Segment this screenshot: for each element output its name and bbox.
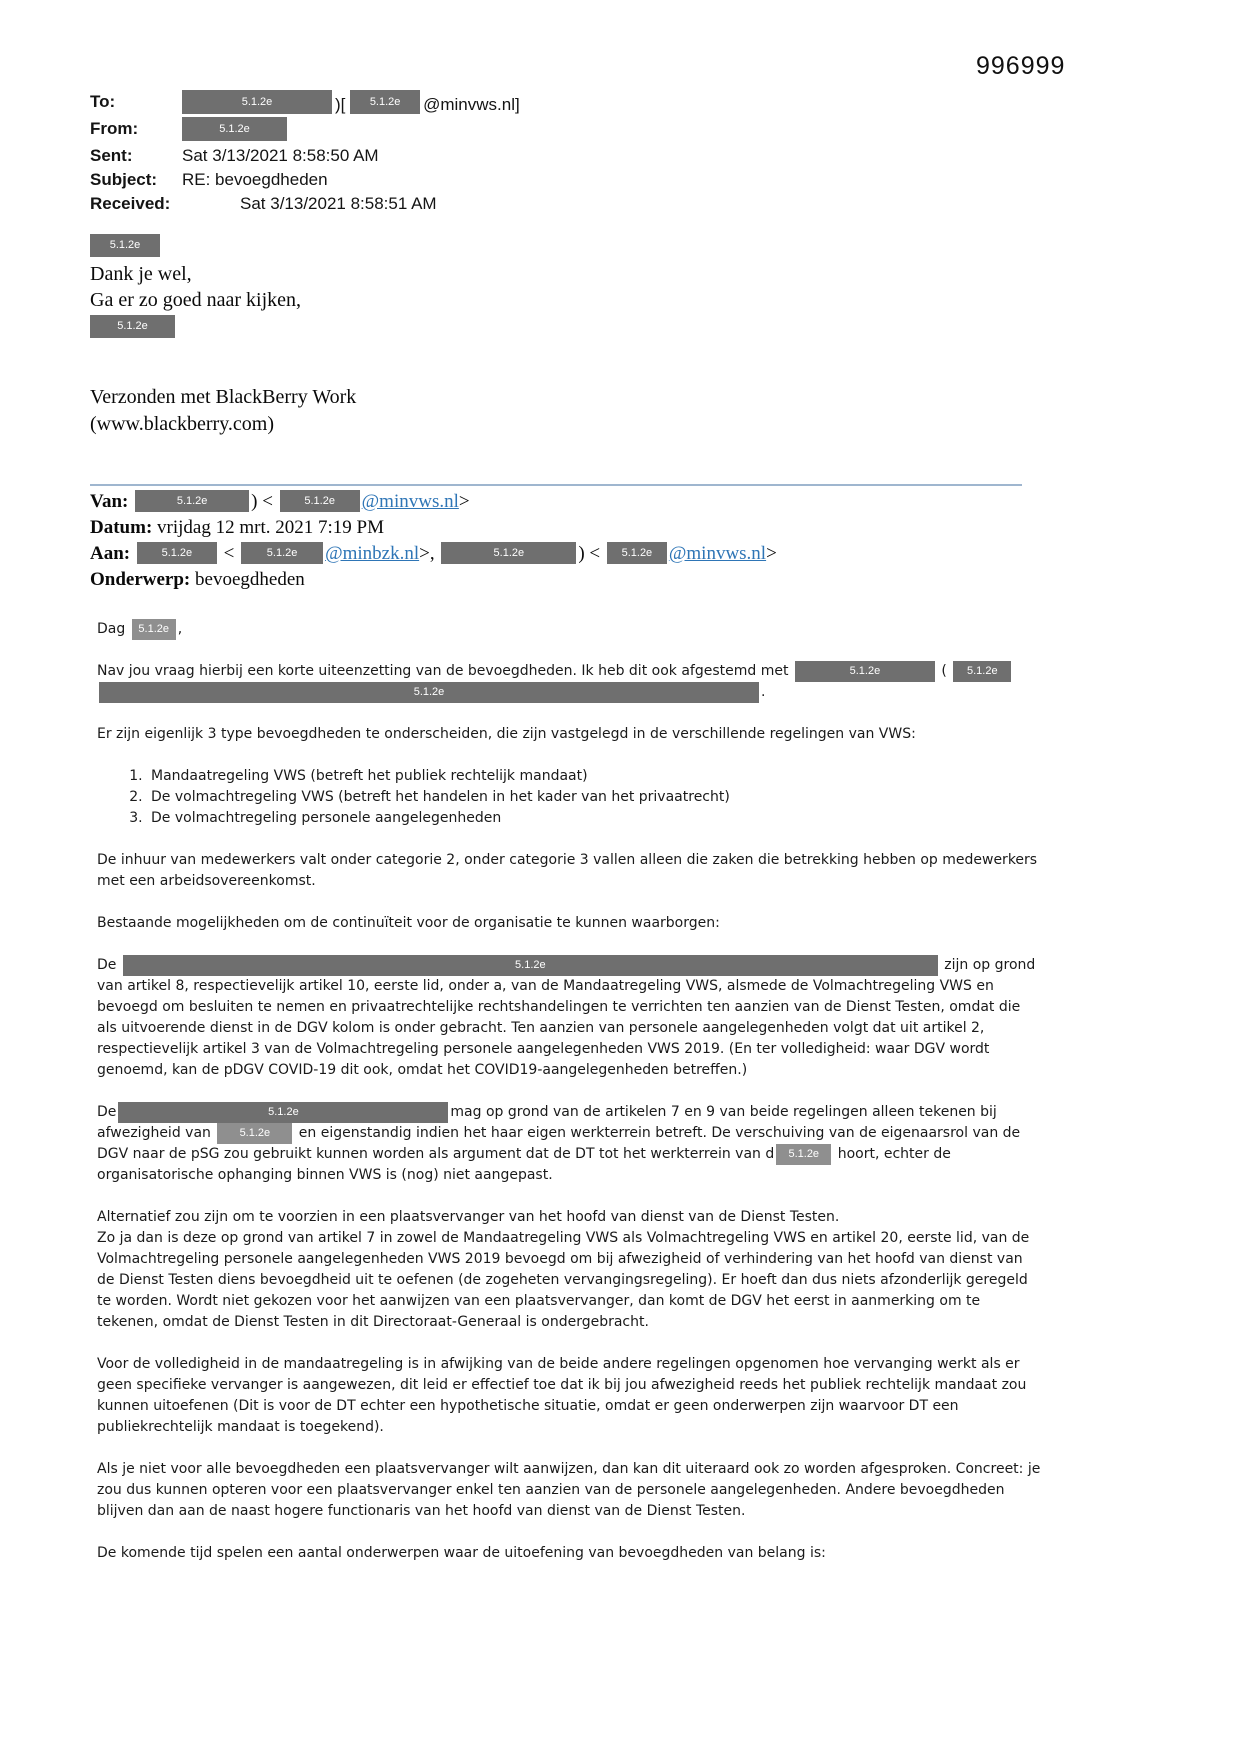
redaction-box: 5.1.2e [99, 682, 759, 703]
note-opening-redaction [90, 232, 1241, 261]
van-value: 5.1.2e ) < 5.1.2e @minvws.nl> [133, 491, 469, 512]
header-row-van [90, 489, 1241, 515]
paragraph-alternatief: Alternatief zou zijn om te voorzien in een plaatsvervanger van het hoofd van dienst van de Dienst Testen. Zo ja dan is deze op grond van artikel 7 in zowel de Mandaatregeling VWS als Volmachtregeling VWS en artikel 20, eerste lid, van de Volmachtregeling personele aangelegenheden VWS 2019 bevoegd om bij afwezigheid of verhindering van het hoofd van dienst van de Dienst Testen diens bevoegdheid uit te oefenen (de zogeheten vervangingsregeling). Er hoeft dan dus niets afzonderlijk geregeld te worden. Wordt niet gekozen voor het aanwijzen van een plaatsvervanger, dan komt de DGV het eerst in aanmerking om te tekenen, omdat de Dienst Testen in dit Directoraat-Generaal is ondergebracht. [97, 1209, 1030, 1330]
paragraph-intro: Nav jou vraag hierbij een korte uiteenzetting van de bevoegdheden. Ik heb dit ook afgestemd met 5.1.2e ( 5.1.2e 5.1.2e . [97, 661, 1042, 703]
redaction-box: 5.1.2e [137, 542, 217, 564]
redaction-box: 5.1.2e [441, 542, 576, 564]
redaction-box: 5.1.2e [135, 490, 249, 512]
quoted-email-header [90, 489, 1241, 593]
email-address-link[interactable]: @minvws.nl [361, 491, 459, 512]
header-row-aan [90, 541, 1241, 567]
subject-label: Subject: [90, 170, 158, 189]
redaction-box: 5.1.2e [182, 90, 332, 114]
header-row-from [90, 117, 1241, 144]
note-line-2: Ga er zo goed naar kijken, [90, 289, 302, 311]
paragraph-volledigheid: Voor de volledigheid in de mandaatregeling is in afwijking van de beide andere regelingen opgenomen hoe vervanging werkt als er geen specifieke vervanger is aangewezen, dit leid er effectief toe dat ik bij jou afwezigheid reeds het publiek rechtelijk mandaat zou kunnen uitoefenen (Dit is voor de DT echter een hypothetische situatie, omdat er geen onderwerpen zijn waarvoor DT een publiekrechtelijk mandaat is toegekend). [97, 1356, 1027, 1435]
document-number: 996999 [976, 52, 1066, 80]
to-value: 5.1.2e )[ 5.1.2e @minvws.nl] [182, 90, 520, 117]
paragraph-inhuur: De inhuur van medewerkers valt onder categorie 2, onder categorie 3 vallen alleen die zaken die betrekking hebben op medewerkers met een arbeidsovereenkomst. [97, 852, 1038, 889]
redaction-box: 5.1.2e [118, 1102, 448, 1123]
redaction-box: 5.1.2e [132, 619, 176, 640]
sent-label: Sent: [90, 146, 133, 165]
signature-line-2: (www.blackberry.com) [90, 413, 274, 435]
greeting: Dag 5.1.2e , [97, 619, 1042, 640]
onderwerp-label: Onderwerp: [90, 569, 191, 590]
from-value [182, 117, 290, 144]
paragraph-types: Er zijn eigenlijk 3 type bevoegdheden te onderscheiden, die zijn vastgelegd in de verschillende regelingen van VWS: [97, 726, 916, 742]
paragraph-mogelijkheden: Bestaande mogelijkheden om de continuïteit voor de organisatie te kunnen waarborgen: [97, 915, 720, 931]
redaction-box: 5.1.2e [795, 661, 935, 682]
onderwerp-value: bevoegdheden [195, 569, 305, 590]
received-label: Received: [90, 194, 171, 213]
van-label: Van: [90, 491, 129, 512]
paragraph-mandaat: De 5.1.2e zijn op grond van artikel 8, respectievelijk artikel 10, eerste lid, onder a, van de Mandaatregeling VWS, alsmede de Volmachtregeling VWS en bevoegd om besluiten te nemen en privaatrechtelijke rechtshandelingen te verrichten ten aanzien van de Dienst Testen, omdat die als uitvoerende dienst in de DGV kolom is onder gebracht. Ten aanzien van personele aangelegenheden volgt dat uit artikel 2, respectievelijk artikel 3 van de Volmachtregeling personele aangelegenheden VWS 2019. (En ter volledigheid: waar DGV wordt genoemd, kan de pDGV COVID-19 dit ook, omdat het COVID19-aangelegenheden betreffen.) [97, 957, 1036, 1078]
sent-value: Sat 3/13/2021 8:58:50 AM [182, 146, 379, 165]
paragraph-slot: De komende tijd spelen een aantal onderwerpen waar de uitoefening van bevoegdheden van belang is: [97, 1545, 826, 1561]
email-header [90, 90, 1241, 216]
subject-value: RE: bevoegdheden [182, 170, 328, 189]
aan-value: 5.1.2e < 5.1.2e @minbzk.nl>, 5.1.2e ) < 5.1.2e @minvws.nl> [135, 543, 777, 564]
redaction-box: 5.1.2e [182, 117, 287, 141]
header-row-sent [90, 144, 1241, 168]
redaction-box: 5.1.2e [607, 542, 667, 564]
email-address-link[interactable]: @minvws.nl [668, 543, 767, 564]
received-value: Sat 3/13/2021 8:58:51 AM [240, 194, 437, 213]
header-row-to [90, 90, 1241, 117]
redaction-box: 5.1.2e [280, 490, 360, 512]
note-line-1: Dank je wel, [90, 263, 192, 285]
header-row-onderwerp [90, 567, 1241, 593]
signature-line-1: Verzonden met BlackBerry Work [90, 386, 357, 408]
redaction-box: 5.1.2e [90, 315, 175, 338]
quoted-mail-divider [90, 484, 1022, 486]
mail-signature [90, 384, 1241, 438]
redaction-box: 5.1.2e [241, 542, 323, 564]
email-body [97, 619, 1042, 1564]
from-label: From: [90, 119, 139, 138]
redaction-box: 5.1.2e [953, 661, 1011, 682]
header-row-subject [90, 168, 1241, 192]
paragraph-tekenen: De 5.1.2e mag op grond van de artikelen 7 en 9 van beide regelingen alleen tekenen bij afwezigheid van 5.1.2e en eigenstandig indien het haar eigen werkterrein betreft. De verschuiving van de eigenaarsrol van de DGV naar de pSG zou gebruikt kunnen worden als argument dat de DT tot het werkterrein van d 5.1.2e hoort, echter de organisatorische ophanging binnen VWS is (nog) niet aangepast. [97, 1104, 1021, 1183]
redaction-box: 5.1.2e [123, 955, 938, 976]
header-row-received [90, 192, 1241, 216]
header-row-datum [90, 515, 1241, 541]
to-label: To: [90, 92, 116, 111]
aan-label: Aan: [90, 543, 131, 564]
datum-label: Datum: [90, 517, 153, 538]
list-item: 3. De volmachtregeling personele aangelegenheden [147, 808, 1042, 829]
redaction-box: 5.1.2e [217, 1123, 292, 1144]
regulations-list [97, 766, 1042, 829]
email-address-link[interactable]: @minbzk.nl [325, 543, 420, 564]
list-item: 2. De volmachtregeling VWS (betreft het handelen in het kader van het privaatrecht) [147, 787, 1042, 808]
paragraph-afspraak: Als je niet voor alle bevoegdheden een plaatsvervanger wilt aanwijzen, dan kan dit uiteraard ook zo worden afgesproken. Concreet: je zou dus kunnen opteren voor een plaatsvervanger enkel ten aanzien van de personele aangelegenheden. Andere bevoegdheden blijven dan aan de naast hogere functionaris van het hoofd van dienst van de Dienst Testen. [97, 1461, 1041, 1519]
redaction-box: 5.1.2e [350, 90, 420, 114]
reply-note [90, 232, 1241, 342]
redaction-box: 5.1.2e [776, 1144, 831, 1165]
note-closing-redaction [90, 313, 1241, 342]
datum-value: vrijdag 12 mrt. 2021 7:19 PM [157, 517, 384, 538]
redaction-box: 5.1.2e [90, 234, 160, 257]
list-item: 1. Mandaatregeling VWS (betreft het publiek rechtelijk mandaat) [147, 766, 1042, 787]
